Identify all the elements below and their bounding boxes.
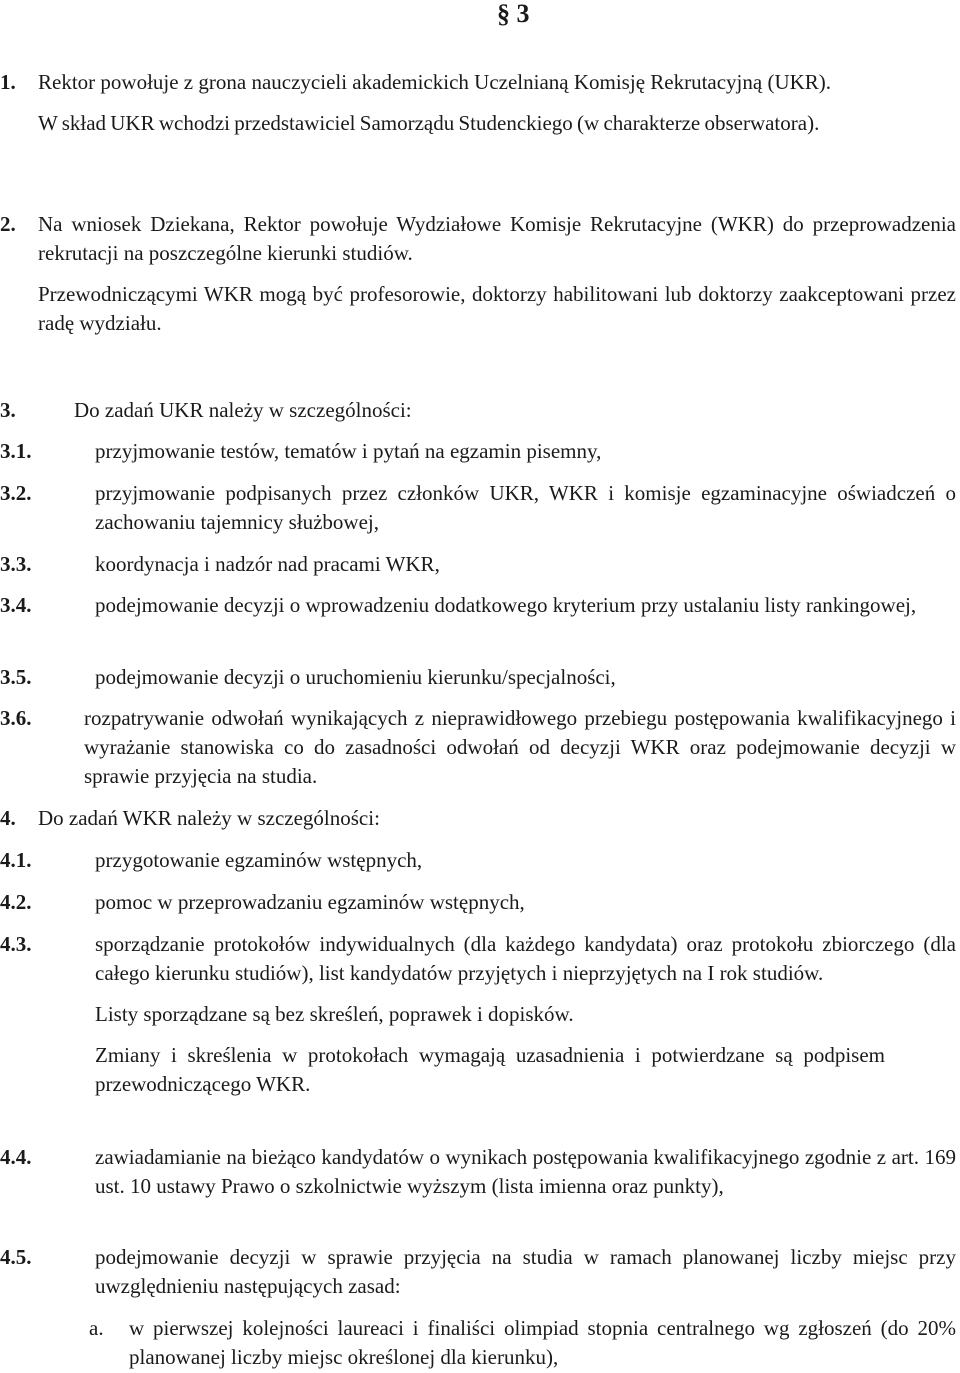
item-number: 4.1. <box>0 848 32 872</box>
list-item <box>0 68 956 138</box>
list-item <box>0 930 956 1099</box>
item-text: sporządzanie protokołów indywidualnych (dla każdego kandydata) oraz protokołu zbiorczego (dla całego kierunku studiów), list kandydatów przyjętych i nieprzyjętych na I rok studiów. <box>95 932 956 985</box>
list-item <box>89 1314 956 1372</box>
list-item <box>0 846 956 875</box>
item-note: Zmiany i skreślenia w protokołach wymagają uzasadnienia i potwierdzane są podpisem przewodniczącego WKR. <box>95 1043 885 1096</box>
item-number: 2. <box>0 212 16 236</box>
item-text <box>89 1314 956 1372</box>
item-text: Do zadań UKR należy w szczególności: <box>74 398 412 422</box>
item-text: podejmowanie decyzji o uruchomieniu kierunku/specjalności, <box>95 665 616 689</box>
item-text: przyjmowanie podpisanych przez członków UKR, WKR i komisje egzaminacyjne oświadczeń o zachowaniu tajemnicy służbowej, <box>95 481 956 534</box>
item-text: koordynacja i nadzór nad pracami WKR, <box>95 552 440 576</box>
item-letter: a. <box>89 1316 104 1340</box>
item-number: 3.3. <box>0 552 32 576</box>
item-text: Rektor powołuje z grona nauczycieli akademickich Uczelnianą Komisję Rekrutacyjną (UKR). <box>38 70 832 94</box>
item-text: przyjmowanie testów, tematów i pytań na egzamin pisemny, <box>95 439 602 463</box>
item-text: przygotowanie egzaminów wstępnych, <box>95 848 423 872</box>
item-text: Do zadań WKR należy w szczególności: <box>38 806 380 830</box>
list-item <box>0 704 956 791</box>
list-item <box>0 550 956 579</box>
list-item <box>0 591 956 620</box>
item-text: Na wniosek Dziekana, Rektor powołuje Wydziałowe Komisje Rekrutacyjne (WKR) do przeprowadzenia rekrutacji na poszczególne kierunki studiów. <box>38 212 956 265</box>
item-number: 3.5. <box>0 665 32 689</box>
item-text: pomoc w przeprowadzaniu egzaminów wstępnych, <box>95 890 525 914</box>
list-item <box>0 663 956 692</box>
item-note: W skład UKR wchodzi przedstawiciel Samorządu Studenckiego (w charakterze obserwatora). <box>38 111 820 135</box>
list-item <box>0 396 956 425</box>
section-heading: § 3 <box>497 0 530 28</box>
list-item <box>0 1243 956 1301</box>
item-number: 4.5. <box>0 1245 32 1269</box>
item-number: 3.1. <box>0 439 32 463</box>
list-item <box>0 804 956 833</box>
item-text: podejmowanie decyzji w sprawie przyjęcia na studia w ramach planowanej liczby miejsc przy uwzględnieniu następujących zasad: <box>95 1245 956 1298</box>
list-item <box>0 479 956 537</box>
item-note: Listy sporządzane są bez skreśleń, poprawek i dopisków. <box>95 1002 574 1026</box>
item-number: 3.4. <box>0 593 32 617</box>
list-item <box>0 437 956 466</box>
item-number: 3.2. <box>0 481 32 505</box>
item-number: 3. <box>0 398 16 422</box>
item-number: 3.6. <box>0 706 32 730</box>
item-number: 4.2. <box>0 890 32 914</box>
item-number: 4. <box>0 806 16 830</box>
item-text: zawiadamianie na bieżąco kandydatów o wynikach postępowania kwalifikacyjnego zgodnie z art. 169 ust. 10 ustawy Prawo o szkolnictwie wyższym (lista imienna oraz punkty), <box>95 1145 956 1198</box>
item-number: 1. <box>0 70 16 94</box>
item-text-content: w pierwszej kolejności laureaci i finaliści olimpiad stopnia centralnego wg zgłoszeń (do 20% planowanej liczby miejsc określonej dla kierunku), <box>129 1316 956 1369</box>
item-number: 4.4. <box>0 1145 32 1169</box>
item-number: 4.3. <box>0 932 32 956</box>
item-text: podejmowanie decyzji o wprowadzeniu dodatkowego kryterium przy ustalaniu listy rankingowej, <box>95 593 917 617</box>
list-item <box>0 1143 956 1201</box>
list-item <box>0 210 956 338</box>
item-text: rozpatrywanie odwołań wynikających z nieprawidłowego przebiegu postępowania kwalifikacyjnego i wyrażanie stanowiska co do zasadności odwołań od decyzji WKR oraz podejmowanie decyzji w sprawie przyjęcia na studia. <box>84 706 956 788</box>
list-item <box>0 888 956 917</box>
item-note: Przewodniczącymi WKR mogą być profesorowie, doktorzy habilitowani lub doktorzy zaakceptowani przez radę wydziału. <box>38 282 956 335</box>
